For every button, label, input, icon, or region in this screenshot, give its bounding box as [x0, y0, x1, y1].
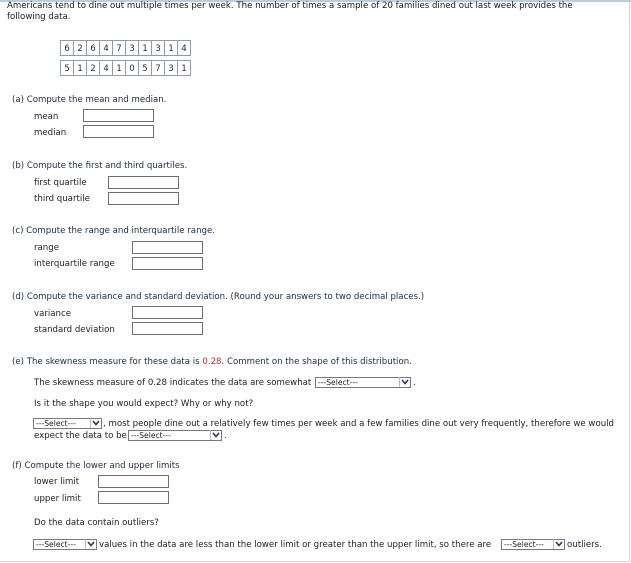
data-cell: 3	[126, 41, 139, 56]
shape-expect-select[interactable]	[33, 418, 102, 429]
data-cell: 1	[139, 41, 152, 56]
data-cell: 6	[87, 41, 100, 56]
variance-label: variance	[34, 309, 71, 319]
median-input[interactable]	[83, 125, 154, 138]
outlier-exist-select[interactable]	[501, 539, 565, 550]
variance-input[interactable]	[132, 306, 203, 319]
iqr-label: interquartile range	[34, 259, 115, 269]
skew-direction-select-value: ---Select---	[318, 378, 358, 387]
outlier-exist-select-value: ---Select---	[504, 540, 544, 549]
chevron-down-icon	[399, 377, 410, 387]
data-cell: 1	[74, 61, 87, 76]
first-quartile-label: first quartile	[34, 178, 87, 188]
third-quartile-label: third quartile	[34, 194, 90, 204]
data-cell: 4	[100, 61, 113, 76]
data-cell: 2	[74, 41, 87, 56]
data-row-1	[61, 41, 191, 56]
third-quartile-input[interactable]	[108, 192, 179, 205]
data-cell: 4	[178, 41, 191, 56]
part-e-heading-pre: (e) The skewness measure for these data is	[12, 357, 203, 367]
data-cell: 1	[178, 61, 191, 76]
data-cell: 2	[87, 61, 100, 76]
skew-direction-select[interactable]	[315, 377, 411, 388]
data-cell: 1	[165, 41, 178, 56]
data-cell: 7	[113, 41, 126, 56]
data-cell: 0	[126, 61, 139, 76]
part-f-heading: (f) Compute the lower and upper limits	[12, 461, 180, 471]
data-cell: 1	[113, 61, 126, 76]
chevron-down-icon	[90, 418, 101, 428]
part-c-heading: (c) Compute the range and interquartile range.	[12, 226, 215, 236]
outliers-end: outliers.	[567, 540, 602, 550]
part-d-heading: (d) Compute the variance and standard deviation. (Round your answers to two decimal places.)	[12, 292, 425, 302]
skew-value: 0.28	[202, 357, 222, 367]
data-row-2	[61, 61, 191, 76]
problem-intro: Americans tend to dine out multiple times per week. The number of times a sample of 20 families dined out last week provides the following data.	[7, 1, 573, 22]
part-a-heading: (a) Compute the mean and median.	[12, 95, 167, 105]
outlier-count-select-value: ---Select---	[36, 540, 76, 549]
part-e-heading	[12, 357, 412, 367]
expected-shape-select[interactable]	[128, 430, 222, 441]
data-cell: 4	[100, 41, 113, 56]
chevron-down-icon	[553, 539, 564, 549]
range-label: range	[34, 243, 59, 253]
expect-text: expect the data to be	[34, 431, 127, 441]
iqr-input[interactable]	[132, 257, 203, 270]
outliers-explanation: values in the data are less than the lower limit or greater than the upper limit, so there are	[99, 540, 492, 550]
range-input[interactable]	[132, 241, 203, 254]
median-label: median	[34, 128, 67, 138]
data-cell: 5	[61, 61, 74, 76]
shape-expect-select-value: ---Select---	[36, 419, 76, 428]
expect-period: .	[224, 431, 227, 441]
shape-question: Is it the shape you would expect? Why or why not?	[34, 399, 254, 409]
data-cell: 7	[152, 61, 165, 76]
lower-limit-input[interactable]	[98, 475, 169, 488]
part-b-heading: (b) Compute the first and third quartiles.	[12, 161, 188, 171]
data-cell: 3	[152, 41, 165, 56]
chevron-down-icon	[85, 539, 96, 549]
sd-label: standard deviation	[34, 325, 115, 335]
chevron-down-icon	[210, 430, 221, 440]
mean-input[interactable]	[83, 109, 154, 122]
data-cell: 5	[139, 61, 152, 76]
upper-limit-label: upper limit	[34, 494, 81, 504]
data-table	[60, 40, 191, 76]
shape-reason-text: , most people dine out a relatively few times per week and a few families dine out very frequently, therefore we would	[103, 419, 615, 429]
skew-period: .	[413, 378, 416, 388]
lower-limit-label: lower limit	[34, 477, 80, 487]
data-cell: 3	[165, 61, 178, 76]
sd-input[interactable]	[132, 322, 203, 335]
upper-limit-input[interactable]	[98, 491, 169, 504]
skew-statement: The skewness measure of 0.28 indicates the data are somewhat	[34, 378, 312, 388]
outlier-count-select[interactable]	[33, 539, 97, 550]
part-e-heading-post: . Comment on the shape of this distribution.	[221, 357, 412, 367]
mean-label: mean	[34, 112, 59, 122]
expected-shape-select-value: ---Select---	[131, 431, 171, 440]
data-cell: 6	[61, 41, 74, 56]
first-quartile-input[interactable]	[108, 176, 179, 189]
outliers-question: Do the data contain outliers?	[34, 518, 159, 528]
